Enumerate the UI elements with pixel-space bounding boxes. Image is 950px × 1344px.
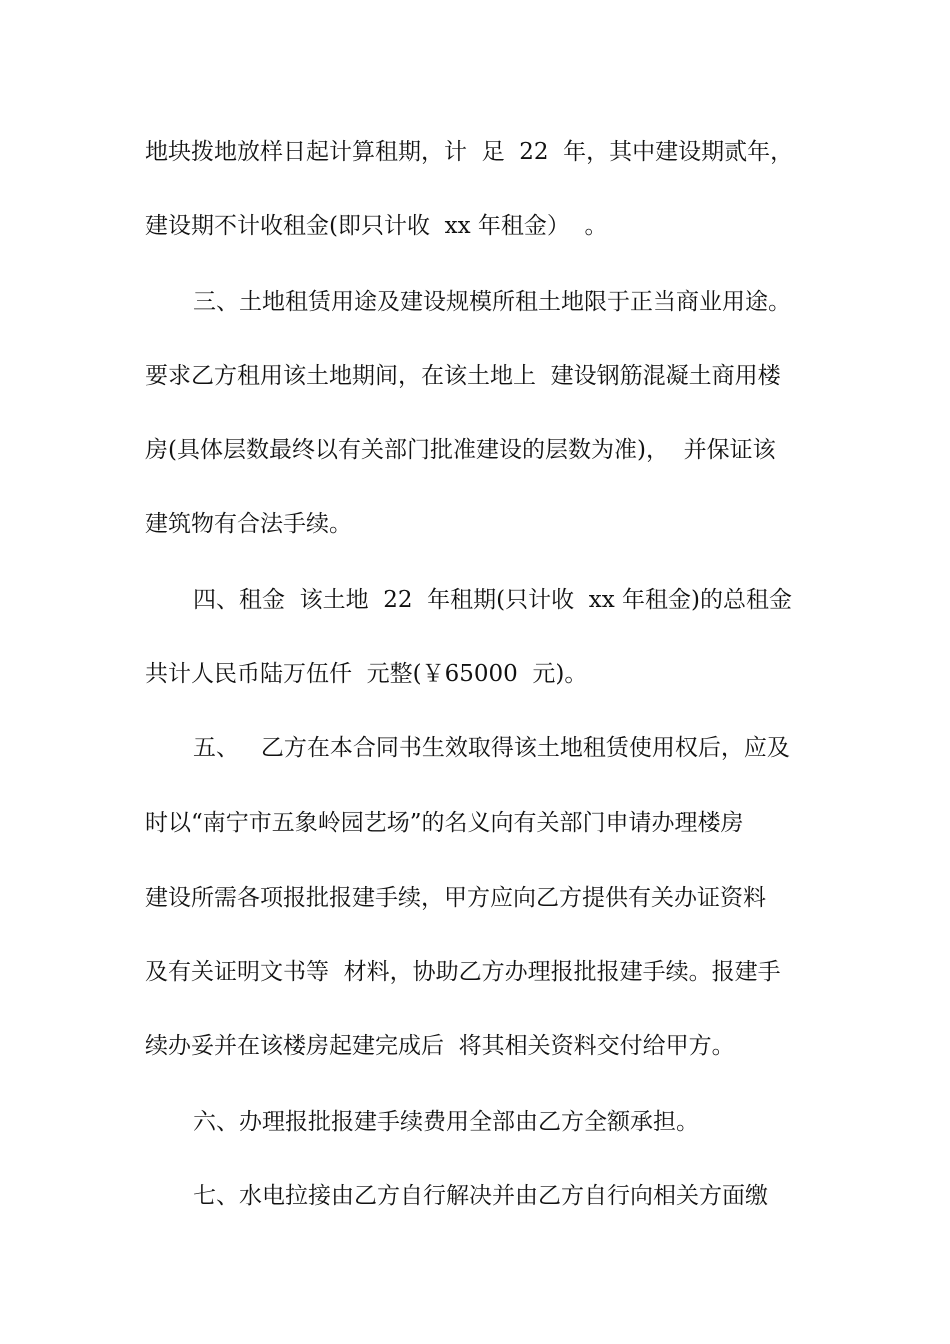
paragraph-line: 五、 乙方在本合同书生效取得该土地租赁使用权后，应及 <box>193 735 790 761</box>
paragraph-line: 七、水电拉接由乙方自行解决并由乙方自行向相关方面缴 <box>193 1183 768 1209</box>
paragraph-line: 建筑物有合法手续。 <box>145 511 352 537</box>
paragraph-line: 及有关证明文书等 材料，协助乙方办理报批报建手续。报建手 <box>145 959 781 985</box>
paragraph-line: 要求乙方租用该土地期间，在该土地上 建设钢筋混凝土商用楼 <box>145 363 781 389</box>
paragraph-line: 共计人民币陆万伍仟 元整(￥65000 元)。 <box>145 661 588 687</box>
paragraph-line: 建设所需各项报批报建手续，甲方应向乙方提供有关办证资料 <box>145 885 766 911</box>
paragraph-line: 地块拨地放样日起计算租期，计 足 22 年，其中建设期贰年， <box>145 139 794 165</box>
paragraph-line: 三、土地租赁用途及建设规模所租土地限于正当商业用途。 <box>193 289 791 315</box>
paragraph-line: 续办妥并在该楼房起建完成后 将其相关资料交付给甲方。 <box>145 1033 735 1059</box>
paragraph-line: 四、租金 该土地 22 年租期(只计收 xx 年租金)的总租金 <box>193 587 792 613</box>
paragraph-line: 建设期不计收租金(即只计收 xx 年租金） 。 <box>145 213 608 239</box>
paragraph-line: 房(具体层数最终以有关部门批准建设的层数为准)， 并保证该 <box>145 437 776 463</box>
paragraph-line: 六、办理报批报建手续费用全部由乙方全额承担。 <box>193 1109 699 1135</box>
paragraph-line: 时以“南宁市五象岭园艺场”的名义向有关部门申请办理楼房 <box>145 810 744 836</box>
